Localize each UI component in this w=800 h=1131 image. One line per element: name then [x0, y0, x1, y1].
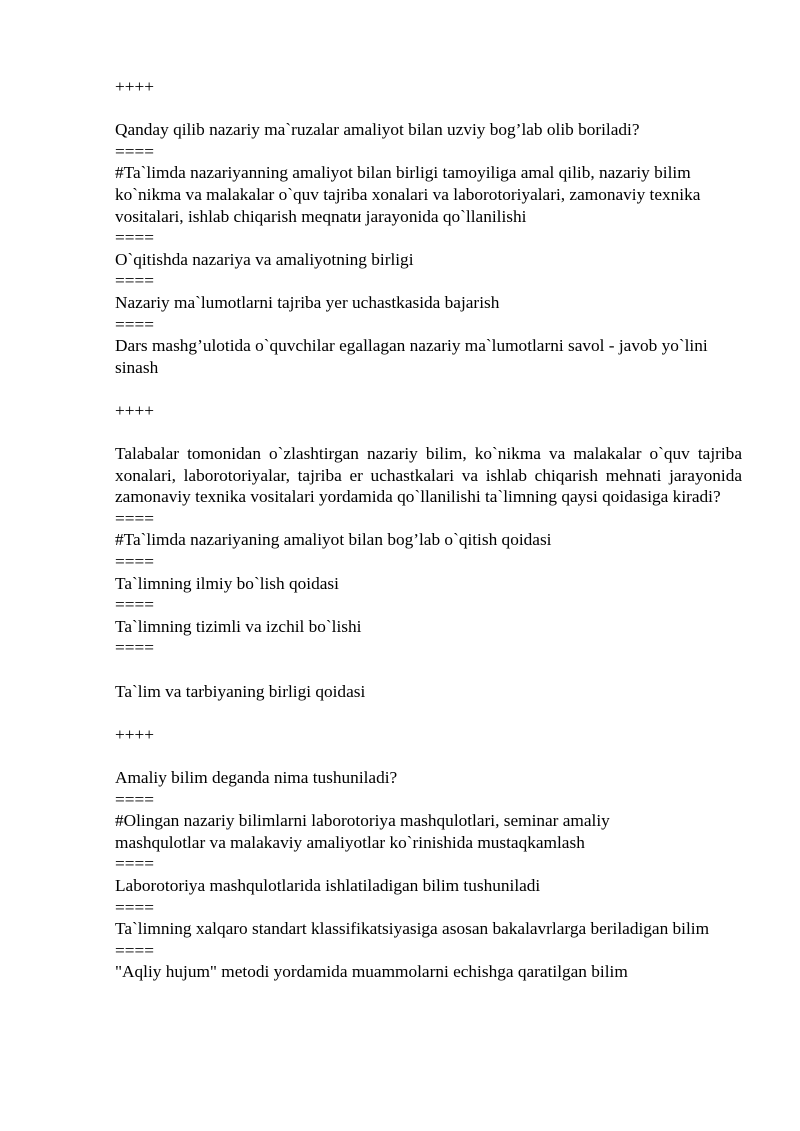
- answer-separator: ====: [115, 228, 154, 248]
- question-text: Qanday qilib nazariy ma`ruzalar amaliyot bilan uzviy bog’lab olib boriladi?: [115, 120, 640, 140]
- answer-option-correct: #Ta`limda nazariyaning amaliyot bilan bog’lab o`qitish qoidasi: [115, 530, 552, 550]
- answer-separator: ====: [115, 508, 154, 528]
- blank-line: [115, 745, 742, 767]
- question-text: Talabalar tomonidan o`zlashtirgan nazariy bilim, ko`nikma va malakalar o`quv tajriba xonalari, laborotoriyalar, tajriba er uchastkalari va ishlab chiqarish mehnati jarayonida zamonaviy texnika vositalari yordamida qo`llanilishi ta`limning qaysi qoidasiga kiradi?: [115, 444, 742, 507]
- answer-option-correct: #Olingan nazariy bilimlarni laborotoriya mashqulotlari, seminar amaliy mashqulotlar va malakaviy amaliyotlar ko`rinishida mustaqkamlash: [115, 811, 610, 852]
- answer-option: Ta`limning tizimli va izchil bo`lishi: [115, 616, 362, 636]
- answer-option: "Aqliy hujum" metodi yordamida muammolarni echishga qaratilgan bilim: [115, 962, 628, 982]
- answer-separator: ====: [115, 638, 154, 658]
- answer-option: Ta`limning ilmiy bo`lish qoidasi: [115, 573, 339, 593]
- answer-separator: ====: [115, 552, 154, 572]
- answer-option: Dars mashg’ulotida o`quvchilar egallagan nazariy ma`lumotlarni savol - javob yo`lini sinash: [115, 336, 708, 377]
- question-text: Amaliy bilim deganda nima tushuniladi?: [115, 768, 398, 787]
- answer-separator: ====: [115, 141, 154, 161]
- blank-line: [115, 378, 742, 400]
- answer-separator: ====: [115, 854, 154, 874]
- blank-line: [115, 659, 742, 681]
- answer-separator: ====: [115, 789, 154, 809]
- answer-option: Ta`limning xalqaro standart klassifikatsiyasiga asosan bakalavrlarga beriladigan bilim: [115, 919, 710, 939]
- answer-option: Ta`lim va tarbiyaning birligi qoidasi: [115, 681, 366, 701]
- blank-line: [115, 702, 742, 724]
- question-separator: ++++: [115, 77, 154, 96]
- answer-separator: ====: [115, 314, 154, 334]
- blank-line: [115, 422, 742, 444]
- question-separator: ++++: [115, 400, 154, 420]
- blank-line: [115, 98, 742, 120]
- answer-option: Nazariy ma`lumotlarni tajriba yer uchastkasida bajarish: [115, 292, 500, 312]
- question-separator: ++++: [115, 724, 154, 744]
- answer-separator: ====: [115, 897, 154, 917]
- answer-option: Laborotoriya mashqulotlarida ishlatiladigan bilim tushuniladi: [115, 875, 541, 895]
- document-body: [115, 76, 742, 983]
- answer-separator: ====: [115, 595, 154, 615]
- answer-option: O`qitishda nazariya va amaliyotning birligi: [115, 249, 414, 269]
- answer-separator: ====: [115, 271, 154, 291]
- answer-option-correct: #Ta`limda nazariyanning amaliyot bilan birligi tamoyiliga amal qilib, nazariy bilim ko`nikma va malakalar o`quv tajriba xonalari va laborotoriyalari, zamonaviy texnika vositalari, ishlab chiqarish meqnatи jarayonida qo`llanilishi: [115, 163, 701, 226]
- answer-separator: ====: [115, 940, 154, 960]
